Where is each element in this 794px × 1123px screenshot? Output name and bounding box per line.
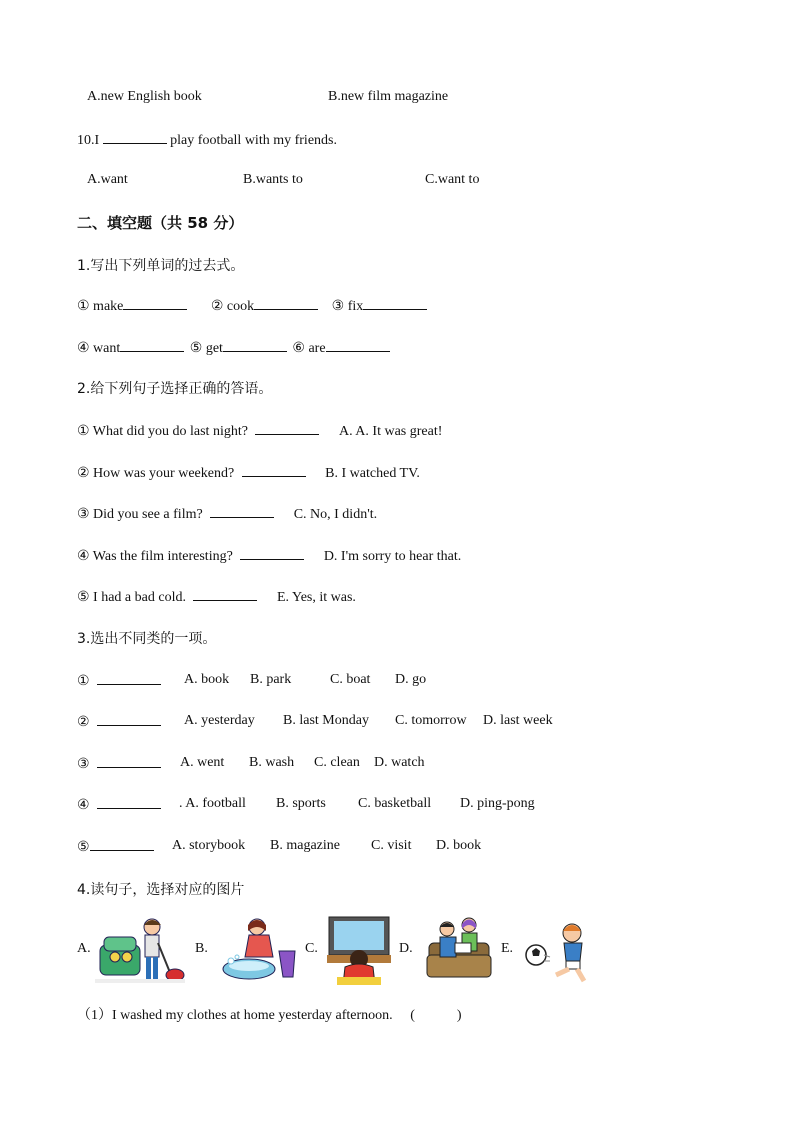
- part2-item: [77, 464, 420, 482]
- part3-item: [77, 838, 482, 856]
- word-get: ⑤ get: [189, 341, 223, 356]
- option: C. visit: [371, 838, 412, 853]
- answer-parentheses[interactable]: ( ): [410, 1008, 462, 1023]
- option: A. book: [184, 672, 230, 687]
- answer-blank[interactable]: [90, 838, 154, 851]
- picture-label-c: C.: [305, 941, 318, 956]
- part2-answer-option: C. No, I didn't.: [293, 507, 378, 522]
- vacuuming-picture: [95, 915, 185, 985]
- part3-item: [77, 672, 427, 690]
- option: B. wash: [249, 755, 295, 770]
- picture-label-b: B.: [195, 941, 208, 956]
- part2-question: ② How was your weekend?: [77, 466, 235, 481]
- q10-stem-prefix: 10.I: [77, 133, 100, 148]
- playing-football-picture: [522, 915, 594, 985]
- q10-stem-suffix: play football with my friends.: [170, 133, 337, 148]
- watching-tv-picture: [327, 915, 391, 985]
- option: D. go: [395, 672, 427, 687]
- option: C. boat: [330, 672, 371, 687]
- q10-blank[interactable]: [103, 131, 167, 144]
- option: B. last Monday: [283, 713, 369, 728]
- section-title: 二、填空题（共 58 分）: [77, 214, 244, 232]
- answer-blank[interactable]: [97, 796, 161, 809]
- q10-option-b: B.wants to: [243, 172, 303, 187]
- option: A. yesterday: [184, 713, 255, 728]
- part2-item: [77, 505, 377, 523]
- option: B. magazine: [270, 838, 340, 853]
- word-cook: ② cook: [210, 299, 255, 314]
- item-number: ④: [77, 798, 90, 813]
- answer-blank[interactable]: [120, 339, 184, 352]
- option: D. book: [436, 838, 482, 853]
- reading-on-sofa-picture: [425, 915, 493, 985]
- q9-option-b: B.new film magazine: [328, 89, 449, 104]
- q10-option-c: C.want to: [425, 172, 480, 187]
- answer-blank[interactable]: [123, 297, 187, 310]
- part1-row2: [77, 339, 390, 357]
- picture-label-e: E.: [501, 941, 514, 956]
- part2-question: ⑤ I had a bad cold.: [77, 590, 186, 605]
- answer-blank[interactable]: [97, 713, 161, 726]
- part2-answer-option: B. I watched TV.: [325, 466, 420, 481]
- answer-blank[interactable]: [223, 339, 287, 352]
- item-number: ②: [77, 715, 90, 730]
- answer-blank[interactable]: [242, 464, 306, 477]
- sentence-text: （1）I washed my clothes at home yesterday afternoon.: [77, 1008, 393, 1023]
- item-number: ⑤: [77, 840, 90, 855]
- part2-answer-option: E. Yes, it was.: [276, 590, 356, 605]
- item-number: ③: [77, 757, 90, 772]
- option: C. tomorrow: [395, 713, 467, 728]
- answer-blank[interactable]: [97, 755, 161, 768]
- part2-answer-option: D. I'm sorry to hear that.: [323, 549, 462, 564]
- part4-sentence-1: [77, 1004, 462, 1024]
- part2-answer-option: A. A. It was great!: [338, 424, 443, 439]
- part1-row1: [77, 297, 427, 315]
- q10-stem: [77, 131, 337, 149]
- part2-title: 2.给下列句子选择正确的答语。: [77, 381, 273, 397]
- answer-blank[interactable]: [240, 547, 304, 560]
- q10-option-a: A.want: [87, 172, 128, 187]
- option: C. basketball: [358, 796, 432, 811]
- part3-item: [77, 755, 425, 773]
- part2-item: [77, 422, 442, 440]
- answer-blank[interactable]: [193, 588, 257, 601]
- part2-question: ④ Was the film interesting?: [77, 549, 233, 564]
- answer-blank[interactable]: [254, 297, 318, 310]
- part1-title: 1.写出下列单词的过去式。: [77, 258, 245, 274]
- part3-item: [77, 796, 535, 814]
- part2-question: ③ Did you see a film?: [77, 507, 203, 522]
- part4-title: 4.读句子，选择对应的图片: [77, 882, 245, 898]
- option: D. ping-pong: [460, 796, 535, 811]
- option: D. watch: [374, 755, 425, 770]
- option: B. sports: [276, 796, 326, 811]
- picture-label-d: D.: [399, 941, 413, 956]
- word-make: ① make: [77, 299, 124, 314]
- washing-clothes-picture: [213, 915, 298, 985]
- word-fix: ③ fix: [331, 299, 364, 314]
- answer-blank[interactable]: [255, 422, 319, 435]
- item-number: ①: [77, 674, 90, 689]
- answer-blank[interactable]: [363, 297, 427, 310]
- part2-question: ① What did you do last night?: [77, 424, 248, 439]
- option: A. storybook: [172, 838, 246, 853]
- picture-label-a: A.: [77, 941, 91, 956]
- q9-option-a: A.new English book: [87, 89, 202, 104]
- option: C. clean: [314, 755, 360, 770]
- option: A. went: [180, 755, 225, 770]
- option: B. park: [250, 672, 292, 687]
- word-want: ④ want: [77, 341, 121, 356]
- part3-item: [77, 713, 553, 731]
- part3-title: 3.选出不同类的一项。: [77, 631, 217, 647]
- option: D. last week: [483, 713, 553, 728]
- option: . A. football: [179, 796, 246, 811]
- word-are: ⑥ are: [292, 341, 326, 356]
- answer-blank[interactable]: [326, 339, 390, 352]
- answer-blank[interactable]: [210, 505, 274, 518]
- part2-item: [77, 547, 461, 565]
- answer-blank[interactable]: [97, 672, 161, 685]
- part2-item: [77, 588, 356, 606]
